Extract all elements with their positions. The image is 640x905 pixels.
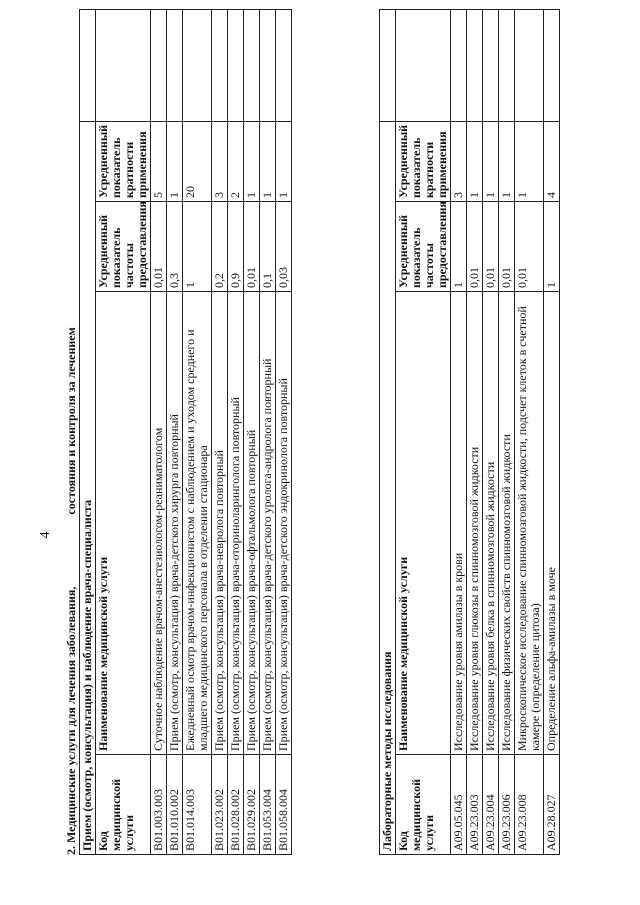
row-multiplicity: 5 <box>151 121 167 201</box>
row-spacer <box>228 9 244 121</box>
table1-header-name: Наименование медицинской услуги <box>96 292 151 755</box>
row-multiplicity: 1 <box>467 121 483 201</box>
row-frequency: 1 <box>544 202 560 292</box>
row-code: B01.014.003 <box>183 755 212 855</box>
row-frequency: 0,01 <box>244 202 260 292</box>
table1-group-title: Прием (осмотр, консультация) и наблюдение врача-специалиста <box>80 121 96 854</box>
table2-header-spacer <box>396 9 451 121</box>
rotated-content <box>38 10 640 855</box>
row-code: A09.23.004 <box>483 755 499 855</box>
row-code: A09.28.027 <box>544 755 560 855</box>
table-row <box>467 9 483 854</box>
row-spacer <box>499 9 515 121</box>
row-frequency: 0,01 <box>151 202 167 292</box>
row-frequency: 0,01 <box>499 202 515 292</box>
table-row <box>260 9 276 854</box>
row-name: Микроскопическое исследование спинномозговой жидкости, подсчет клеток в счетной камере (определение цитоза) <box>515 292 544 755</box>
table1-header-code: Код медицинской услуги <box>96 755 151 855</box>
row-frequency: 0,01 <box>515 202 544 292</box>
table1-header-frequency: Усредненный показатель частоты предоставления <box>96 202 151 292</box>
row-spacer <box>544 9 560 121</box>
row-code: B01.010.002 <box>167 755 183 855</box>
row-frequency: 0,9 <box>228 202 244 292</box>
row-spacer <box>483 9 499 121</box>
table-row <box>212 9 228 854</box>
row-name: Ежедневный осмотр врачом-инфекционистом с наблюдением и уходом среднего и младшего медицинского персонала в отделении стационара <box>183 292 212 755</box>
row-name: Прием (осмотр, консультация) врача-детского эндокринолога повторный <box>276 292 292 755</box>
row-multiplicity: 2 <box>228 121 244 201</box>
row-name: Прием (осмотр, консультация) врача-офтальмолога повторный <box>244 292 260 755</box>
row-multiplicity: 1 <box>260 121 276 201</box>
table-row <box>451 9 467 854</box>
row-name: Прием (осмотр, консультация) врача-детского хирурга повторный <box>167 292 183 755</box>
row-code: B01.058.004 <box>276 755 292 855</box>
row-multiplicity: 4 <box>544 121 560 201</box>
consultations-table <box>79 9 292 855</box>
table-row <box>228 9 244 854</box>
row-spacer <box>260 9 276 121</box>
row-code: A09.23.008 <box>515 755 544 855</box>
table2-header-multiplicity: Усредненный показатель кратности применения <box>396 121 451 201</box>
table2-header-code: Код медицинской услуги <box>396 755 451 855</box>
row-spacer <box>244 9 260 121</box>
table-row <box>244 9 260 854</box>
row-name: Прием (осмотр, консультация) врача-невролога повторный <box>212 292 228 755</box>
row-spacer <box>515 9 544 121</box>
row-name: Суточное наблюдение врачом-анестезиологом-реаниматологом <box>151 292 167 755</box>
row-frequency: 1 <box>183 202 212 292</box>
table-row <box>167 9 183 854</box>
row-code: B01.029.002 <box>244 755 260 855</box>
row-spacer <box>276 9 292 121</box>
row-code: A09.23.006 <box>499 755 515 855</box>
row-name: Исследование уровня амилазы в крови <box>451 292 467 755</box>
row-name: Исследование уровня глюкозы в спинномозговой жидкости <box>467 292 483 755</box>
row-multiplicity: 1 <box>515 121 544 201</box>
row-spacer <box>167 9 183 121</box>
row-frequency: 0,01 <box>483 202 499 292</box>
row-code: B01.023.002 <box>212 755 228 855</box>
row-multiplicity: 3 <box>451 121 467 201</box>
table-row <box>183 9 212 854</box>
row-frequency: 0,03 <box>276 202 292 292</box>
table-row <box>544 9 560 854</box>
row-spacer <box>467 9 483 121</box>
table-row <box>499 9 515 854</box>
row-multiplicity: 1 <box>483 121 499 201</box>
row-code: B01.028.002 <box>228 755 244 855</box>
row-spacer <box>212 9 228 121</box>
row-spacer <box>451 9 467 121</box>
table2-header-name: Наименование медицинской услуги <box>396 292 451 755</box>
row-name: Определение альфа-амилазы в моче <box>544 292 560 755</box>
row-frequency: 0,01 <box>467 202 483 292</box>
row-spacer <box>151 9 167 121</box>
row-frequency: 1 <box>451 202 467 292</box>
row-code: B01.053.004 <box>260 755 276 855</box>
row-spacer <box>183 9 212 121</box>
table-row <box>276 9 292 854</box>
row-multiplicity: 1 <box>244 121 260 201</box>
page-number: 4 <box>38 531 53 539</box>
lab-methods-table <box>379 9 560 855</box>
table2-header-frequency: Усредненный показатель частоты предоставления <box>396 202 451 292</box>
table2-group-title: Лабораторные методы исследования <box>380 121 396 854</box>
row-frequency: 0,1 <box>260 202 276 292</box>
row-frequency: 0,2 <box>212 202 228 292</box>
row-multiplicity: 1 <box>499 121 515 201</box>
table1-header-spacer <box>96 9 151 121</box>
row-multiplicity: 1 <box>276 121 292 201</box>
row-name: Исследование уровня белка в спинномозговой жидкости <box>483 292 499 755</box>
row-code: B01.003.003 <box>151 755 167 855</box>
row-name: Исследование физических свойств спинномозговой жидкости <box>499 292 515 755</box>
section-title: 2. Медицинские услуги для лечения заболевания, состояния и контроля за лечением <box>64 327 78 855</box>
table2-group-spacer <box>380 9 396 121</box>
table-row <box>483 9 499 854</box>
row-code: A09.23.003 <box>467 755 483 855</box>
row-multiplicity: 1 <box>167 121 183 201</box>
row-name: Прием (осмотр, консультация) врача-детского уролога-андролога повторный <box>260 292 276 755</box>
table-row <box>151 9 167 854</box>
row-frequency: 0,3 <box>167 202 183 292</box>
table1-group-spacer <box>80 9 96 121</box>
row-name: Прием (осмотр, консультация) врача-оториноларинголога повторный <box>228 292 244 755</box>
row-multiplicity: 20 <box>183 121 212 201</box>
row-multiplicity: 3 <box>212 121 228 201</box>
table1-header-multiplicity: Усредненный показатель кратности применения <box>96 121 151 201</box>
table-row <box>515 9 544 854</box>
row-code: A09.05.045 <box>451 755 467 855</box>
